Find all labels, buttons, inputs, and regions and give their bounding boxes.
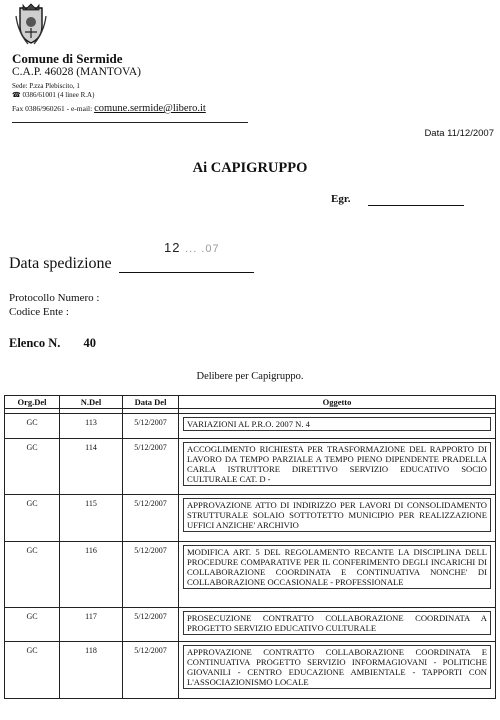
data-spedizione-line bbox=[119, 272, 254, 273]
date-cell: 5/12/2007 bbox=[134, 646, 167, 655]
table-row bbox=[5, 608, 496, 642]
date-cell: 5/12/2007 bbox=[134, 546, 167, 555]
header-data-del: Data Del bbox=[123, 396, 179, 409]
subject-cell: PROSECUZIONE CONTRATTO COLLABORAZIONE COORDINATA A PROGETTO SERVIZIO EDUCATIVO CULTURALE bbox=[183, 611, 491, 635]
letterhead-divider bbox=[12, 122, 248, 123]
org-cell: GC bbox=[26, 443, 38, 452]
document-date: Data 11/12/2007 bbox=[424, 128, 494, 139]
telephone-icon: ☎ bbox=[12, 91, 21, 99]
subject-cell: APPROVAZIONE CONTRATTO COLLABORAZIONE COORDINATA E CONTINUATIVA PROGETTO SERVIZIO INFORMAGIOVANI - POLITICHE GIOVANILI - CENTRO EDUCAZIONE AMBIENTALE - TAPPORTI CON L'ASSOCIAZIONISMO LOCALE bbox=[183, 645, 491, 689]
stamp-day: 12 bbox=[164, 240, 181, 255]
email-link[interactable]: comune.sermide@libero.it bbox=[94, 103, 206, 114]
num-cell: 114 bbox=[85, 443, 97, 452]
protocollo-label: Protocollo Numero : bbox=[9, 292, 100, 304]
data-spedizione-label: Data spedizione bbox=[9, 255, 112, 272]
table-row bbox=[5, 414, 496, 439]
codice-ente-label: Codice Ente : bbox=[9, 306, 69, 318]
office-address: Sede: P.zza Plebiscito, 1 bbox=[12, 82, 80, 90]
num-cell: 113 bbox=[85, 418, 97, 427]
phone-number bbox=[12, 91, 94, 99]
postal-code: C.A.P. 46028 (MANTOVA) bbox=[12, 66, 141, 78]
deliberations-table bbox=[4, 395, 496, 699]
town-name: Comune di Sermide bbox=[12, 51, 123, 66]
date-cell: 5/12/2007 bbox=[134, 418, 167, 427]
subject-cell: MODIFICA ART. 5 DEL REGOLAMENTO RECANTE LA DISCIPLINA DELL PROCEDURE COMPARATIVE PER IL CONFERIMENTO DEGLI INCARICHI DI COLLABORAZIONE COORDINATA E CONTINUATIVA NONCHE' DI COLLABORAZIONE OCCASIONALE - PROFESSIONALE bbox=[183, 545, 491, 589]
fax-email-line bbox=[12, 103, 206, 114]
org-cell: GC bbox=[26, 646, 38, 655]
table-row bbox=[5, 542, 496, 608]
addressee-title: Ai CAPIGRUPPO bbox=[192, 160, 308, 176]
org-cell: GC bbox=[26, 499, 38, 508]
elenco-label: Elenco N. bbox=[9, 336, 61, 350]
header-oggetto: Oggetto bbox=[179, 396, 496, 409]
org-cell: GC bbox=[26, 418, 38, 427]
date-cell: 5/12/2007 bbox=[134, 612, 167, 621]
elenco-heading bbox=[9, 336, 96, 351]
num-cell: 115 bbox=[85, 499, 97, 508]
header-n-del: N.Del bbox=[60, 396, 123, 409]
org-cell: GC bbox=[26, 612, 38, 621]
received-stamp bbox=[164, 240, 220, 255]
phone-text: 0386/61001 (4 linee R.A) bbox=[22, 91, 95, 99]
fax-text: Fax 0386/960261 - e-mail: bbox=[12, 104, 93, 113]
subject-cell: ACCOGLIMENTO RICHIESTA PER TRASFORMAZIONE DEL RAPPORTO DI LAVORO DA TEMPO PARZIALE A TEMPO PIENO DIPENDENTE PRADELLA CARLA ISTRUTTORE DIRETTIVO SERVIZIO EDUCATIVO SOCIO CULTURALE CAT. D - bbox=[183, 442, 491, 486]
num-cell: 117 bbox=[85, 612, 97, 621]
egr-label: Egr. bbox=[331, 193, 351, 205]
elenco-number: 40 bbox=[83, 336, 97, 350]
table-row bbox=[5, 642, 496, 699]
subject-cell: APPROVAZIONE ATTO DI INDIRIZZO PER LAVORI DI CONSOLIDAMENTO STRUTTURALE SOLAIO SOTTOTETTO MUNICIPIO PER REALIZZAZIONE UFFICI ANZICHE' ARCHIVIO bbox=[183, 498, 491, 532]
date-cell: 5/12/2007 bbox=[134, 443, 167, 452]
egr-signature-line bbox=[368, 205, 464, 206]
subject-cell: VARIAZIONI AL P.R.O. 2007 N. 4 bbox=[183, 417, 491, 431]
table-header-row bbox=[5, 396, 496, 409]
org-cell: GC bbox=[26, 546, 38, 555]
table-caption: Delibere per Capigruppo. bbox=[196, 371, 304, 382]
num-cell: 118 bbox=[85, 646, 97, 655]
header-org-del: Org.Del bbox=[5, 396, 60, 409]
num-cell: 116 bbox=[85, 546, 97, 555]
coat-of-arms-icon bbox=[14, 2, 48, 46]
table-row bbox=[5, 439, 496, 495]
stamp-rest: ... .07 bbox=[185, 243, 220, 255]
date-cell: 5/12/2007 bbox=[134, 499, 167, 508]
table-row bbox=[5, 495, 496, 542]
